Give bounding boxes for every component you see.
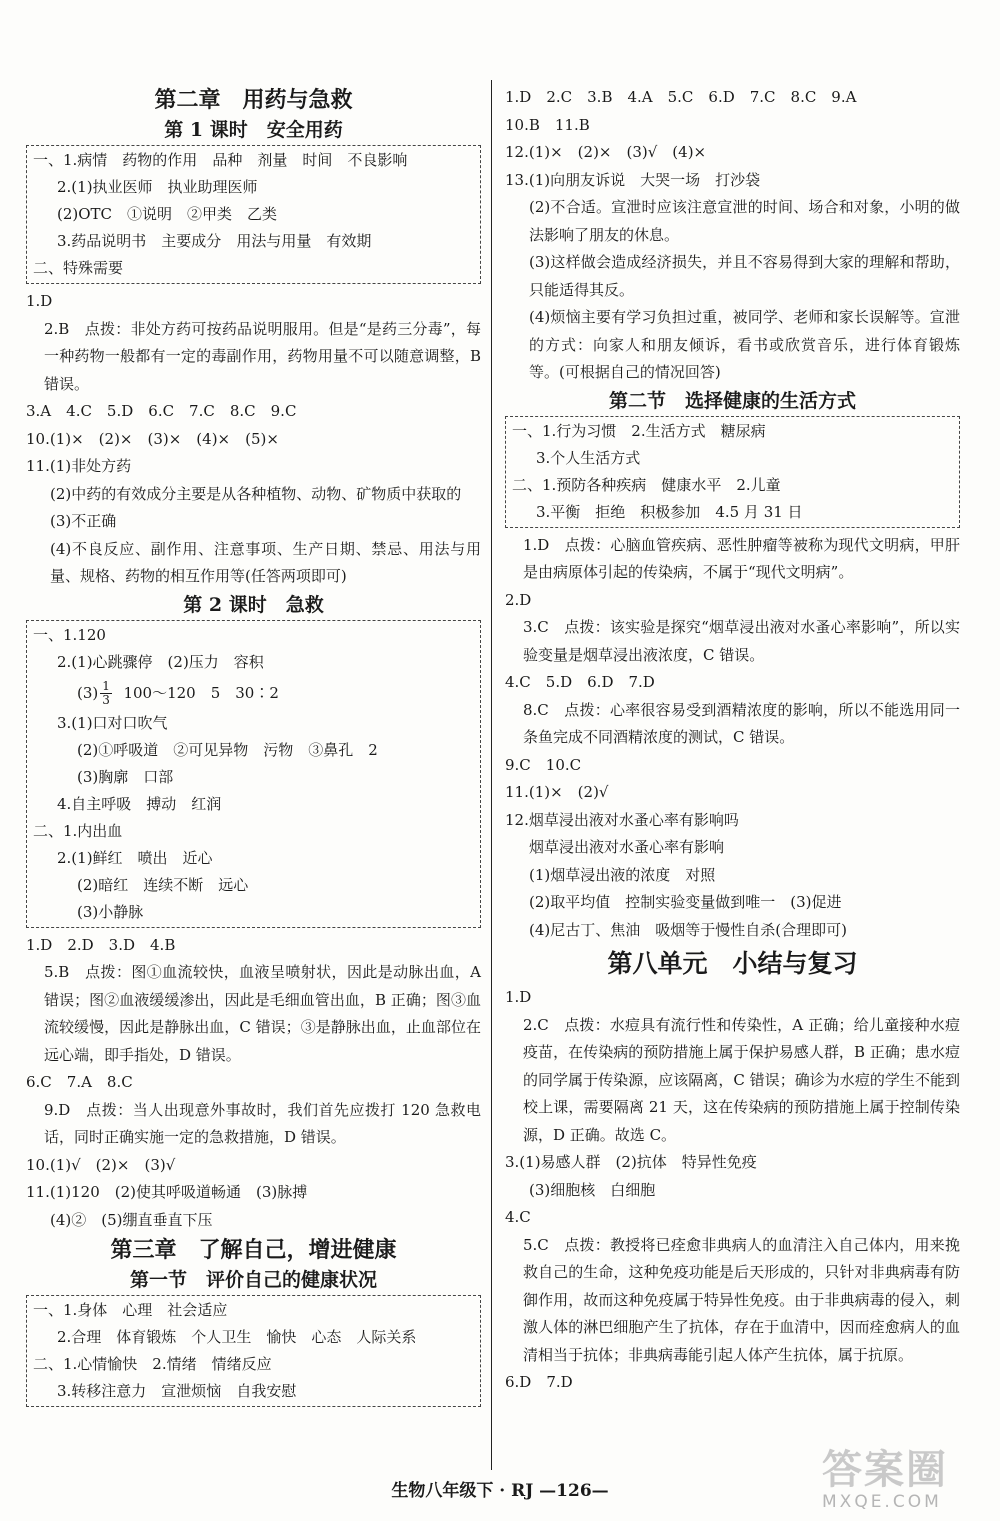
fill-line-fraction — [33, 676, 474, 710]
fill-line: 3.平衡 拒绝 积极参加 4.5 月 31 日 — [536, 502, 803, 521]
answer-line: 9.D 点拨：当人出现意外事故时，我们首先应拨打 120 急救电话，同时正确实施一定的急救措施，D 错误。 — [44, 1100, 481, 1146]
fraction-denominator: 3 — [102, 693, 110, 707]
fraction-prefix: (3) — [77, 683, 99, 702]
answer-subline: (4)② (5)绷直垂直下压 — [50, 1210, 213, 1229]
answer-line: 1.D 2.C 3.B 4.A 5.C 6.D 7.C 8.C 9.A — [505, 88, 857, 106]
watermark-url: MXQE.COM — [822, 1492, 942, 1512]
answer-subline: (3)不正确 — [50, 512, 117, 530]
answer-line: 1.D 2.D 3.D 4.B — [26, 935, 176, 954]
fill-line: (2)①呼吸道 ②可见异物 污物 ③鼻孔 2 — [77, 740, 378, 759]
right-column — [505, 84, 960, 1397]
fill-line: 一、1.行为习惯 2.生活方式 糖尿病 — [512, 421, 766, 440]
fill-line: 一、1.病情 药物的作用 品种 剂量 时间 不良影响 — [33, 151, 408, 169]
answer-subline: (4)烦恼主要有学习负担过重，被同学、老师和家长误解等。宣泄的方式：向家人和朋友倾诉，看书或欣赏音乐，进行体育锻炼等。(可根据自己的情况回答) — [529, 308, 960, 381]
fill-line: 一、1.120 — [33, 625, 106, 644]
column-divider — [491, 80, 492, 1470]
answer-line: 5.B 点拨：图①血流较快，血液呈喷射状，因此是动脉出血，A 错误；图②血液缓缓渗出，因此是毛细血管出血，B 正确；图③血流较缓慢，因此是静脉出血，C 错误；③是静脉出血，止血部位在远心端，即手指处，D 错误。 — [44, 963, 481, 1064]
fill-line: 2.(1)心跳骤停 (2)压力 容积 — [57, 652, 264, 671]
answer-line: 10.B 11.B — [505, 115, 590, 134]
answer-subline: (3)细胞核 白细胞 — [529, 1180, 656, 1199]
fill-line: 二、特殊需要 — [33, 259, 124, 277]
lesson-2-fill-box — [26, 620, 481, 928]
answer-line: 9.C 10.C — [505, 755, 582, 774]
page-footer: 生物八年级下 · RJ —126— — [391, 1481, 609, 1501]
answer-subline: (1)烟草浸出液的浓度 对照 — [529, 865, 716, 884]
answer-subline: (4)尼古丁、焦油 吸烟等于慢性自杀(合理即可) — [529, 920, 847, 939]
fill-line: 3.转移注意力 宣泄烦恼 自我安慰 — [57, 1382, 297, 1400]
fill-line: (2)暗红 连续不断 远心 — [77, 875, 249, 894]
answer-line: 6.D 7.D — [505, 1373, 573, 1391]
lesson-1-fill-box — [26, 145, 481, 284]
fill-line: 2.(1)鲜红 喷出 近心 — [57, 848, 213, 867]
fill-line: 2.(1)执业医师 执业助理医师 — [57, 178, 258, 196]
fill-line: 2.合理 体育锻炼 个人卫生 愉快 心态 人际关系 — [57, 1328, 417, 1346]
answer-line: 11.(1)120 (2)使其呼吸道畅通 (3)脉搏 — [26, 1183, 308, 1201]
answer-subline: (4)不良反应、副作用、注意事项、生产日期、禁忌、用法与用量、规格、药物的相互作用等(任答两项即可) — [50, 539, 481, 585]
answer-line: 2.C 点拨：水痘具有流行性和传染性，A 正确；给儿童接种水痘疫苗，在传染病的预防措施上属于保护易感人群，B 正确；患水痘的同学属于传染源，应该隔离，C 错误；确诊为水痘的学生不能到校上课，需要隔离 21 天，这在传染病的预防措施上属于控制传染源，D 正确。故选 C。 — [523, 1015, 960, 1144]
answer-subline: 烟草浸出液对水蚤心率有影响 — [529, 838, 725, 856]
answer-line: 10.(1)× (2)× (3)× (4)× (5)× — [26, 429, 279, 448]
answer-line: 2.D — [505, 590, 532, 609]
fill-line: 3.个人生活方式 — [536, 448, 641, 467]
answer-line: 12.(1)× (2)× (3)√ (4)× — [505, 143, 707, 161]
fill-line: 3.(1)口对口吹气 — [57, 713, 168, 732]
answer-line: 3.(1)易感人群 (2)抗体 特异性免疫 — [505, 1153, 757, 1171]
fill-line: 二、1.心情愉快 2.情绪 情绪反应 — [33, 1355, 272, 1373]
answer-line: 11.(1)非处方药 — [26, 457, 132, 475]
fill-line: 二、1.内出血 — [33, 821, 123, 840]
answer-subline: (2)中药的有效成分主要是从各种植物、动物、矿物质中获取的 — [50, 484, 462, 503]
answer-line: 4.C — [505, 1208, 531, 1226]
watermark-logo — [822, 1448, 972, 1514]
answer-subline: (2)不合适。宣泄时应该注意宣泄的时间、场合和对象，小明的做法影响了朋友的休息。 — [529, 198, 960, 244]
section-1-fill-box — [26, 1295, 481, 1407]
answer-line: 1.D — [505, 988, 532, 1006]
fill-line: 一、1.身体 心理 社会适应 — [33, 1301, 228, 1319]
fraction-suffix: 100～120 5 30∶2 — [123, 683, 279, 702]
answer-line: 1.D — [26, 292, 53, 310]
answer-subline: (3)这样做会造成经济损失，并且不容易得到大家的理解和帮助，只能适得其反。 — [529, 253, 960, 299]
fill-line: (3)胸廓 口部 — [77, 767, 174, 786]
unit-8-title: 第八单元 小结与复习 — [607, 949, 858, 978]
fraction-numerator: 1 — [102, 679, 110, 693]
watermark-text: 答案圈 — [822, 1446, 948, 1493]
answer-line: 2.B 点拨：非处方药可按药品说明服用。但是“是药三分毒”，每一种药物一般都有一定的毒副作用，药物用量不可以随意调整，B 错误。 — [44, 319, 481, 393]
answer-line: 6.C 7.A 8.C — [26, 1073, 133, 1091]
fraction-one-third — [100, 680, 112, 707]
section-2-fill-box — [505, 416, 960, 528]
answer-line: 3.A 4.C 5.D 6.C 7.C 8.C 9.C — [26, 402, 297, 420]
chapter-2-title: 第二章 用药与急救 — [154, 87, 353, 113]
answer-line: 11.(1)× (2)√ — [505, 783, 609, 801]
answer-line: 5.C 点拨：教授将已痊愈非典病人的血清注入自己体内，用来挽救自己的生命，这种免疫功能是后天形成的，只针对非典病毒有防御作用，故而这种免疫属于特异性免疫。由于非典病毒的侵入，刺激人体的淋巴细胞产生了抗体，存在于血清中，因而痊愈病人的血清相当于抗体；非典病毒能引起人体产生抗体，属于抗原。 — [523, 1235, 960, 1364]
fill-line: 4.自主呼吸 搏动 红润 — [57, 794, 222, 813]
lesson-2-title: 第 2 课时 急救 — [183, 593, 324, 616]
answer-line: 4.C 5.D 6.D 7.D — [505, 673, 655, 691]
answer-line: 1.D 点拨：心脑血管疾病、恶性肿瘤等被称为现代文明病，甲肝是由病原体引起的传染病，不属于“现代文明病”。 — [523, 535, 960, 581]
fill-line: (3)小静脉 — [77, 902, 144, 921]
section-2-title: 第二节 选择健康的生活方式 — [608, 389, 856, 412]
lesson-1-title: 第 1 课时 安全用药 — [164, 119, 343, 141]
answer-subline: (2)取平均值 控制实验变量做到唯一 (3)促进 — [529, 893, 842, 911]
section-1-title: 第一节 评价自己的健康状况 — [129, 1269, 377, 1291]
left-column — [26, 84, 481, 1411]
answer-line: 12.烟草浸出液对水蚤心率有影响吗 — [505, 810, 739, 829]
fill-line: (2)OTC ①说明 ②甲类 乙类 — [57, 205, 278, 223]
answer-line: 13.(1)向朋友诉说 大哭一场 打沙袋 — [505, 170, 761, 189]
answer-line: 10.(1)√ (2)× (3)√ — [26, 1155, 176, 1174]
fill-line: 3.药品说明书 主要成分 用法与用量 有效期 — [57, 232, 372, 250]
fill-line: 二、1.预防各种疾病 健康水平 2.儿童 — [512, 475, 781, 494]
chapter-3-title: 第三章 了解自己，增进健康 — [110, 1237, 397, 1263]
answer-line: 8.C 点拨：心率很容易受到酒精浓度的影响，所以不能选用同一条鱼完成不同酒精浓度的测试，C 错误。 — [523, 700, 960, 746]
answer-line: 3.C 点拨：该实验是探究“烟草浸出液对水蚤心率影响”，所以实验变量是烟草浸出液浓度，C 错误。 — [523, 618, 960, 664]
